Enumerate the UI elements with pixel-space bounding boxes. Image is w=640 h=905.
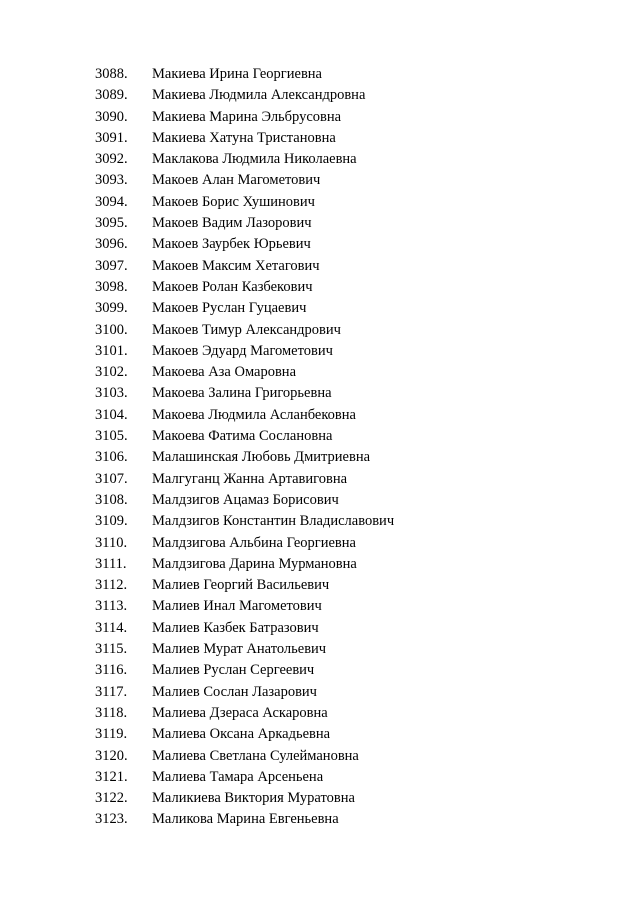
entry-name: Малиев Руслан Сергеевич: [152, 662, 315, 679]
list-item: [95, 746, 394, 767]
entry-name: Макоева Залина Григорьевна: [152, 385, 332, 402]
entry-name: Малиев Георгий Васильевич: [152, 577, 330, 594]
list-item: [95, 788, 394, 809]
entry-name: Макоев Руслан Гуцаевич: [152, 300, 307, 317]
list-item: [95, 724, 394, 745]
entry-name: Маликова Марина Евгеньевна: [152, 811, 339, 828]
list-item: [95, 575, 394, 596]
entry-number: 3111.: [95, 555, 127, 572]
entry-name: Макиева Хатуна Тристановна: [152, 129, 336, 146]
entry-number: 3100.: [95, 321, 128, 338]
list-item: [95, 426, 394, 447]
entry-name: Макоев Заурбек Юрьевич: [152, 236, 311, 253]
entry-number: 3108.: [95, 491, 128, 508]
entry-name: Макоева Фатима Сослановна: [152, 428, 333, 445]
list-item: [95, 128, 394, 149]
list-item: [95, 213, 394, 234]
entry-number: 3115.: [95, 641, 128, 658]
entry-name: Макоева Людмила Асланбековна: [152, 406, 356, 423]
entry-number: 3099.: [95, 300, 128, 317]
entry-name: Макоев Алан Магометович: [152, 172, 321, 189]
entry-name: Малиев Казбек Батразович: [152, 619, 319, 636]
list-item: [95, 362, 394, 383]
entry-number: 3098.: [95, 278, 128, 295]
entry-name: Макиева Марина Эльбрусовна: [152, 108, 342, 125]
entry-number: 3117.: [95, 683, 128, 700]
list-item: [95, 149, 394, 170]
entry-number: 3094.: [95, 193, 128, 210]
entry-name: Макоев Ролан Казбекович: [152, 278, 313, 295]
entry-name: Малдзигова Альбина Георгиевна: [152, 534, 356, 551]
entry-number: 3118.: [95, 704, 128, 721]
entry-number: 3103.: [95, 385, 128, 402]
entry-name: Малдзигов Константин Владиславович: [152, 513, 395, 530]
list-item: [95, 192, 394, 213]
entry-number: 3116.: [95, 662, 128, 679]
entry-number: 3090.: [95, 108, 128, 125]
list-item: [95, 767, 394, 788]
list-item: [95, 511, 394, 532]
list-item: [95, 554, 394, 575]
list-item: [95, 618, 394, 639]
list-item: [95, 383, 394, 404]
entry-number: 3093.: [95, 172, 128, 189]
entry-number: 3089.: [95, 87, 128, 104]
entry-name: Малиева Тамара Арсеньена: [152, 768, 324, 785]
list-item: [95, 703, 394, 724]
entry-number: 3095.: [95, 215, 128, 232]
list-item: [95, 809, 394, 830]
list-item: [95, 64, 394, 85]
entry-number: 3104.: [95, 406, 128, 423]
entry-name: Макоев Борис Хушинович: [152, 193, 315, 210]
entry-number: 3101.: [95, 342, 128, 359]
list-item: [95, 234, 394, 255]
entry-name: Макиева Ирина Георгиевна: [152, 66, 322, 82]
entry-name: Макоев Вадим Лазорович: [152, 215, 312, 232]
entry-number: 3105.: [95, 428, 128, 445]
entry-name: Малдзигов Ацамаз Борисович: [152, 491, 339, 508]
list-item: [95, 170, 394, 191]
entry-name: Маклакова Людмила Николаевна: [152, 151, 357, 168]
entry-number: 3106.: [95, 449, 128, 466]
entry-name: Малашинская Любовь Дмитриевна: [152, 449, 371, 466]
entry-name: Малиев Инал Магометович: [152, 598, 322, 615]
list-item: [95, 107, 394, 128]
entry-name: Малиева Светлана Сулеймановна: [152, 747, 359, 764]
entry-number: 3109.: [95, 513, 128, 530]
list-item: [95, 405, 394, 426]
list-item: [95, 277, 394, 298]
list-item: [95, 639, 394, 660]
entry-name: Макоев Максим Хетагович: [152, 257, 320, 274]
list-item: [95, 660, 394, 681]
entry-number: 3097.: [95, 257, 128, 274]
entry-number: 3113.: [95, 598, 128, 615]
entry-number: 3110.: [95, 534, 128, 551]
list-item: [95, 85, 394, 106]
name-list: [95, 64, 394, 831]
entry-name: Макиева Людмила Александровна: [152, 87, 366, 104]
entry-name: Малгуганц Жанна Артавиговна: [152, 470, 348, 487]
entry-number: 3114.: [95, 619, 128, 636]
entry-name: Макоев Тимур Александрович: [152, 321, 341, 338]
list-item: [95, 682, 394, 703]
entry-number: 3123.: [95, 811, 128, 828]
entry-number: 3091.: [95, 129, 128, 146]
list-item: [95, 341, 394, 362]
entry-name: Маликиева Виктория Муратовна: [152, 790, 355, 807]
entry-number: 3120.: [95, 747, 128, 764]
entry-number: 3121.: [95, 768, 128, 785]
entry-name: Малиев Мурат Анатольевич: [152, 641, 327, 658]
entry-number: 3107.: [95, 470, 128, 487]
entry-number: 3112.: [95, 577, 128, 594]
entry-number: 3088.: [95, 66, 128, 82]
entry-name: Макоева Аза Омаровна: [152, 364, 297, 381]
list-item: [95, 256, 394, 277]
entry-name: Малдзигова Дарина Мурмановна: [152, 555, 357, 572]
list-item: [95, 469, 394, 490]
entry-number: 3119.: [95, 726, 128, 743]
entry-number: 3102.: [95, 364, 128, 381]
entry-number: 3122.: [95, 790, 128, 807]
list-item: [95, 490, 394, 511]
entry-number: 3096.: [95, 236, 128, 253]
list-item: [95, 447, 394, 468]
list-item: [95, 596, 394, 617]
entry-name: Малиев Сослан Лазарович: [152, 683, 317, 700]
list-item: [95, 320, 394, 341]
list-item: [95, 298, 394, 319]
entry-name: Малиева Дзераса Аскаровна: [152, 704, 328, 721]
list-item: [95, 533, 394, 554]
entry-number: 3092.: [95, 151, 128, 168]
entry-name: Макоев Эдуард Магометович: [152, 342, 333, 359]
entry-name: Малиева Оксана Аркадьевна: [152, 726, 331, 743]
